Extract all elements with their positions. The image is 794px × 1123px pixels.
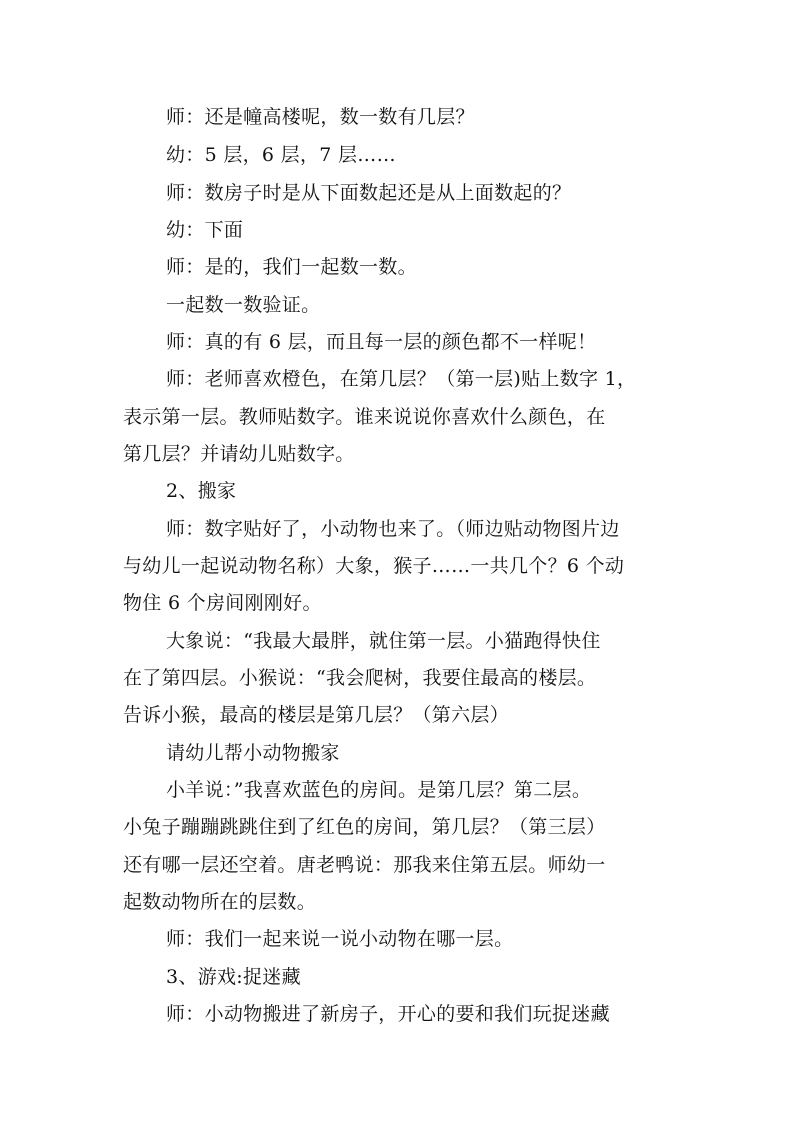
text-line: 师：是的，我们一起数一数。: [166, 256, 417, 278]
text-line: 师：数房子时是从下面数起还是从上面数起的？: [166, 182, 572, 204]
text-line: 师：数字贴好了，小动物也来了。（师边贴动物图片边: [166, 518, 620, 540]
text-line: 第几层？并请幼儿贴数字。: [123, 443, 355, 465]
text-line: 小兔子蹦蹦跳跳住到了红色的房间，第几层？（第三层）: [123, 816, 606, 838]
text-line: 师：我们一起来说一说小动物在哪一层。: [166, 928, 514, 950]
text-line: 起数动物所在的层数。: [123, 891, 317, 913]
text-line: 一起数一数验证。: [166, 294, 321, 316]
text-line: 还有哪一层还空着。唐老鸭说：那我来住第五层。师幼一: [123, 854, 606, 876]
text-line: 请幼儿帮小动物搬家: [166, 742, 340, 764]
text-line: 表示第一层。教师贴数字。谁来说说你喜欢什么颜色，在: [123, 406, 606, 428]
text-line: 幼：下面: [166, 219, 244, 241]
text-line: 大象说：“我最大最胖，就住第一层。小猫跑得快住: [166, 630, 601, 652]
section-heading: 2、搬家: [166, 480, 237, 502]
text-line: 师：老师喜欢橙色，在第几层？（第一层)贴上数字 1，: [166, 368, 637, 390]
text-line: 师：真的有 6 层，而且每一层的颜色都不一样呢！: [166, 331, 597, 353]
text-line: 告诉小猴，最高的楼层是第几层？（第六层）: [123, 704, 510, 726]
text-line: 小羊说：”我喜欢蓝色的房间。是第几层？第二层。: [166, 779, 592, 801]
text-line: 物住 6 个房间刚刚好。: [123, 592, 322, 614]
text-line: 师：小动物搬进了新房子，开心的要和我们玩捉迷藏: [166, 1003, 610, 1025]
text-line: 在了第四层。小猴说：“我会爬树，我要住最高的楼层。: [123, 667, 597, 689]
text-line: 师：还是幢高楼呢，数一数有几层？: [166, 106, 475, 128]
text-line: 与幼儿一起说动物名称）大象，猴子……一共几个？6 个动: [123, 555, 625, 577]
text-line: 幼：5 层，6 层，7 层……: [166, 144, 396, 166]
section-heading: 3、游戏:捉迷藏: [166, 966, 301, 988]
